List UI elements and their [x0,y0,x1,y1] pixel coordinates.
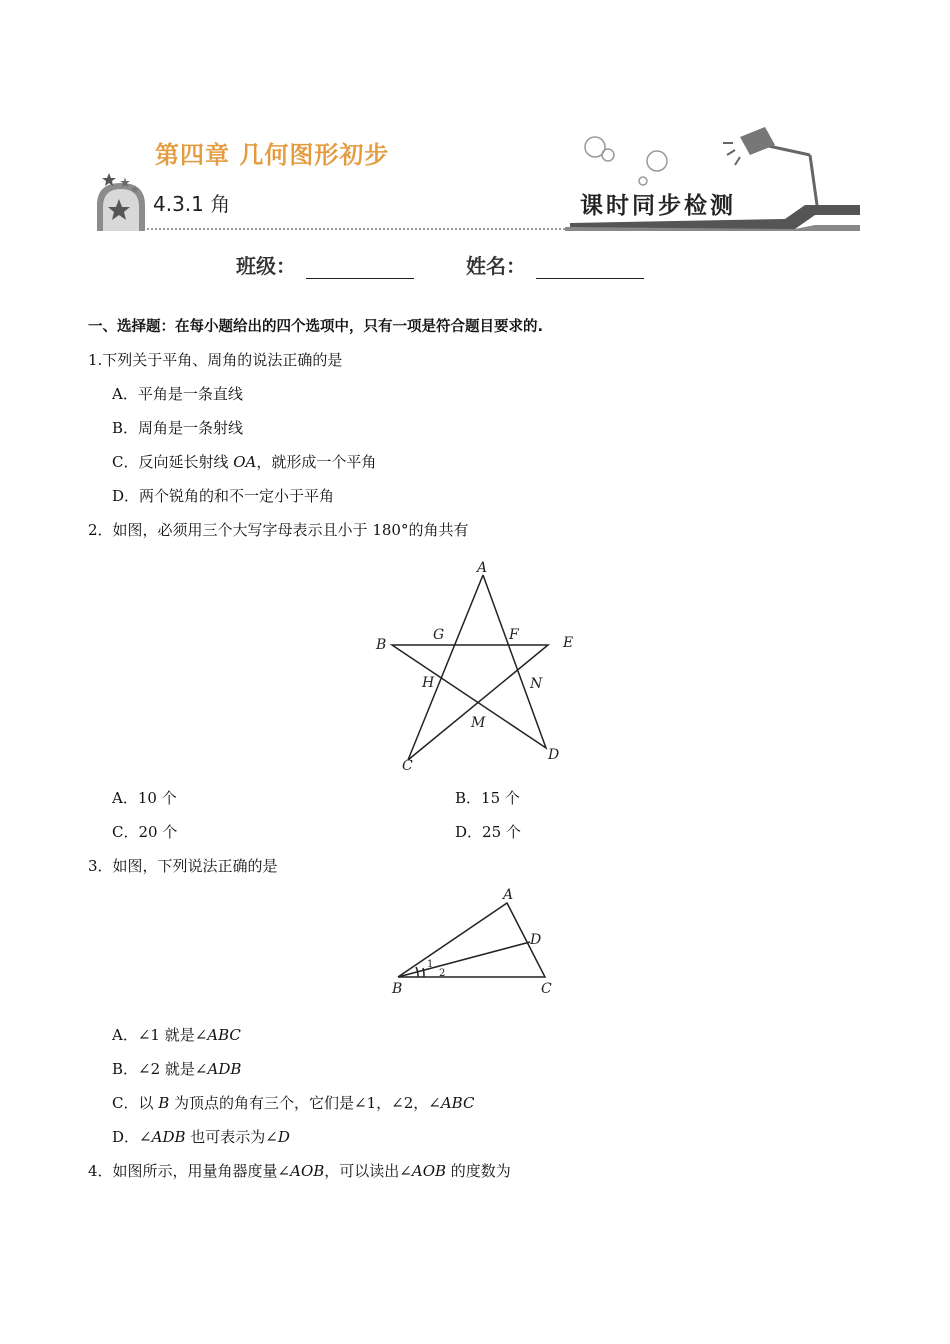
section-heading: 一、选择题：在每小题给出的四个选项中，只有一项是符合题目要求的. [88,319,544,335]
label-e: E [563,635,574,651]
q2-option-c: C．20 个 [112,823,178,841]
label-a: A [503,887,514,903]
header-banner [95,115,865,235]
q3-option-c: C．以 B 为顶点的角有三个，它们是∠1，∠2，∠ABC [112,1094,475,1112]
label-n: N [530,676,543,692]
label-f: F [509,627,519,643]
header-decoration [95,115,865,235]
label-h: H [422,675,435,691]
q3-stem: 3．如图，下列说法正确的是 [88,857,278,875]
label-c: C [541,981,552,997]
q1-option-b: B．周角是一条射线 [112,419,244,437]
sync-test-label: 课时同步检测 [580,192,736,219]
triangle-figure [385,880,565,1000]
label-b: B [392,981,403,997]
label-m: M [471,715,486,731]
q1-option-d: D．两个锐角的和不一定小于平角 [112,487,335,505]
name-label: 姓名： [466,254,526,278]
q2-stem: 2．如图，必须用三个大写字母表示且小于 180°的角共有 [88,521,469,539]
q3-option-d: D．∠ADB 也可表示为∠D [112,1128,290,1146]
class-blank[interactable] [306,258,414,279]
star-figure [370,555,590,780]
q1-option-c: C．反向延长射线 OA，就形成一个平角 [112,453,377,471]
q3-option-b: B．∠2 就是∠ADB [112,1060,242,1078]
q4-stem: 4．如图所示，用量角器度量∠AOB，可以读出∠AOB 的度数为 [88,1162,511,1180]
label-b: B [376,637,387,653]
q2-option-b: B．15 个 [455,789,520,807]
q1-option-a: A．平角是一条直线 [112,385,243,403]
lesson-title: 4.3.1 角 [153,192,231,216]
student-info-line [236,250,644,279]
star-badge-icon [97,173,145,231]
q2-option-a: A．10 个 [112,789,177,807]
label-a: A [477,560,488,576]
label-2: 2 [439,968,446,979]
q3-option-a: A．∠1 就是∠ABC [112,1026,241,1044]
q1-stem: 1.下列关于平角、周角的说法正确的是 [88,351,343,369]
label-1: 1 [427,959,434,970]
label-g: G [433,627,445,643]
chapter-title: 第四章 几何图形初步 [155,141,390,169]
desk-lamp-icon [723,127,817,205]
label-d: D [530,932,542,948]
name-blank[interactable] [536,258,644,279]
q2-option-d: D．25 个 [455,823,521,841]
label-c: C [402,758,413,774]
label-d: D [548,747,560,763]
class-label: 班级： [236,254,296,278]
